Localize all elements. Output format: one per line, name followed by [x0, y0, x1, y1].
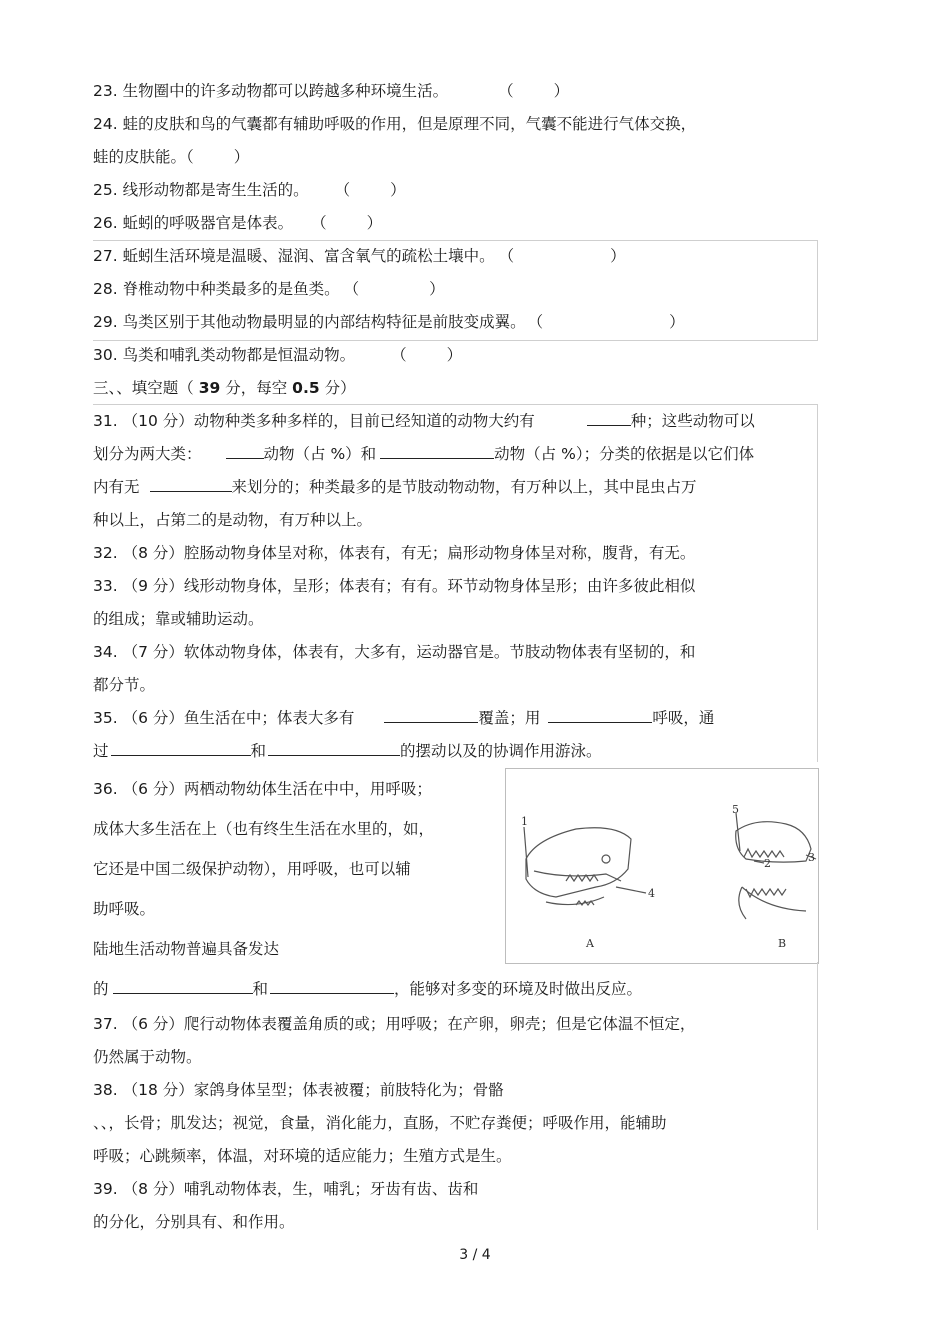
question-text: 37. （6 分）爬行动物体表覆盖角质的或；用呼吸；在产卵，卵壳；但是它体温不恒定， [93, 1015, 696, 1033]
answer-blank[interactable] [113, 979, 253, 994]
figure-caption-a: A [586, 937, 594, 950]
question-text: 34. （7 分）软体动物身体，体表有，大多有，运动器官是。节肢动物体表有坚韧的，和 [93, 643, 696, 661]
paren-open: （ [186, 148, 194, 166]
answer-blank[interactable] [111, 741, 251, 756]
question-26 [93, 212, 382, 234]
question-31-line2 [93, 443, 754, 465]
question-text: 种以上，占第二的是动物，有万种以上。 [93, 511, 373, 529]
question-text: 来划分的；种类最多的是节肢动物动物，有万种以上，其中昆虫占万 [231, 478, 697, 496]
paren-close: ） [669, 313, 685, 331]
question-text: 38. （18 分）家鸽身体呈型；体表被覆；前肢特化为；骨骼 [93, 1081, 504, 1099]
page-number: 3 / 4 [459, 1247, 491, 1263]
skull-a-lower-jaw [546, 897, 604, 905]
question-38-line1 [93, 1079, 504, 1101]
answer-blank[interactable] [380, 444, 494, 459]
question-text: 和 [250, 742, 267, 760]
question-36-line4 [93, 898, 155, 920]
question-34-line2 [93, 674, 155, 696]
skull-teeth-figure [505, 768, 819, 964]
question-text: 仍然属于动物。 [93, 1048, 202, 1066]
skull-b-lower-jaw [742, 887, 806, 911]
skull-b-jaw-angle [739, 887, 746, 919]
paren-open: （ [527, 313, 544, 331]
question-text: 、、，长骨；肌发达；视觉，食量，消化能力，直肠，不贮存粪便；呼吸作用，能辅助 [93, 1114, 667, 1132]
figure-caption-b: B [778, 937, 787, 950]
paren-open: （ [334, 181, 351, 199]
question-36-line6 [93, 978, 642, 1000]
answer-blank[interactable] [268, 741, 400, 756]
question-text: 35. （6 分）鱼生活在中；体表大多有 [93, 709, 355, 727]
question-37-line2 [93, 1046, 202, 1068]
question-text: 动物（占 %）；分类的依据是以它们体 [494, 445, 755, 463]
question-24-line1 [93, 113, 696, 135]
paren-open: （ [311, 214, 327, 232]
question-35-line2 [93, 740, 602, 762]
paren-close: ） [429, 280, 445, 298]
question-29 [93, 311, 685, 333]
question-text: 的 [93, 980, 109, 998]
question-35-line1 [93, 707, 714, 729]
section-heading-suffix: 分） [324, 379, 356, 397]
question-text: 26. 蚯蚓的呼吸器官是体表。 [93, 214, 294, 232]
answer-blank[interactable] [384, 708, 478, 723]
question-text: 陆地生活动物普遍具备发达 [93, 940, 280, 958]
question-25 [93, 179, 406, 201]
paren-close: ） [446, 346, 463, 364]
figure-label-3: 3 [808, 851, 815, 864]
answer-blank[interactable] [587, 411, 631, 426]
question-38-line2 [93, 1112, 667, 1134]
figure-label-1: 1 [521, 815, 528, 828]
question-text: 它还是中国二级保护动物），用呼吸，也可以辅 [93, 860, 411, 878]
question-text: 的分化，分别具有、和作用。 [93, 1213, 295, 1231]
question-text: 29. 鸟类区别于其他动物最明显的内部结构特征是前肢变成翼。 [93, 313, 526, 331]
paren-close: ） [390, 181, 406, 199]
question-text: 成体大多生活在上（也有终生生活在水里的，如， [93, 820, 435, 838]
section-rule [817, 962, 818, 1230]
question-36-line5 [93, 938, 279, 960]
paren-close: ） [610, 247, 626, 265]
paren-close: ） [366, 214, 383, 232]
question-text: 28. 脊椎动物中种类最多的是鱼类。 [93, 280, 340, 298]
question-text: 27. 蚯蚓生活环境是温暖、湿润、富含氧气的疏松土壤中。 [93, 247, 495, 265]
question-39-line1 [93, 1178, 478, 1200]
skull-b-lower-teeth [746, 889, 786, 897]
question-text: 30. 鸟类和哺乳类动物都是恒温动物。 [93, 346, 356, 364]
section-heading [93, 377, 356, 399]
paren-open: （ [498, 82, 514, 100]
question-text: 23. 生物圈中的许多动物都可以跨越多种环境生活。 [93, 82, 449, 100]
section-rule [93, 340, 818, 341]
question-text: 的组成；靠或辅助运动。 [93, 610, 264, 628]
figure-label-2: 2 [764, 857, 771, 870]
figure-label-4: 4 [648, 887, 655, 900]
question-text: 蛙的皮肤能。 [93, 148, 187, 166]
question-text: 和 [252, 980, 269, 998]
question-36-line2 [93, 818, 434, 840]
section-rule [93, 404, 818, 405]
question-text: ，能够对多变的环境及时做出反应。 [394, 980, 643, 998]
question-text: 内有无 [93, 478, 140, 496]
question-text: 31. （10 分）动物种类多种多样的，目前已经知道的动物大约有 [93, 412, 535, 430]
question-39-line2 [93, 1211, 295, 1233]
question-28 [93, 278, 445, 300]
question-text: 都分节。 [93, 676, 156, 694]
pointer-line-4 [616, 887, 646, 893]
question-36-line1 [93, 778, 432, 800]
question-24-line2 [93, 146, 249, 168]
section-heading-prefix: 三、、填空题（ [93, 379, 194, 397]
question-text: 的摆动以及的协调作用游泳。 [400, 742, 602, 760]
section-rule [93, 240, 818, 241]
question-31-line3 [93, 476, 697, 498]
skull-b-upper-teeth [744, 849, 784, 857]
question-31-line1 [93, 410, 755, 432]
question-30 [93, 344, 462, 366]
question-31-line4 [93, 509, 372, 531]
question-text: 助呼吸。 [93, 900, 156, 918]
question-27 [93, 245, 626, 267]
answer-blank[interactable] [150, 477, 232, 492]
section-rule [817, 240, 818, 340]
paren-close: ） [233, 148, 250, 166]
answer-blank[interactable] [270, 979, 394, 994]
section-rule [817, 404, 818, 762]
paren-open: （ [343, 280, 360, 298]
section-heading-mid: 分，每空 [225, 379, 288, 397]
answer-blank[interactable] [548, 708, 652, 723]
question-text: 过 [93, 742, 109, 760]
question-text: 覆盖；用 [478, 709, 541, 727]
question-text: 动物（占 %）和 [263, 445, 377, 463]
question-32 [93, 542, 695, 564]
paren-close: ） [553, 82, 570, 100]
question-34-line1 [93, 641, 695, 663]
question-text: 24. 蛙的皮肤和鸟的气囊都有辅助呼吸的作用，但是原理不同，气囊不能进行气体交换， [93, 115, 697, 133]
skull-drawings [506, 769, 818, 963]
question-33-line1 [93, 575, 695, 597]
figure-label-5: 5 [732, 803, 739, 816]
skull-a-eye [602, 855, 610, 863]
section-score: 39 [198, 379, 221, 397]
section-per-blank: 0.5 [292, 379, 320, 397]
skull-b-outline [736, 822, 811, 862]
question-text: 39. （8 分）哺乳动物体表，生，哺乳；牙齿有齿、齿和 [93, 1180, 479, 1198]
question-36-line3 [93, 858, 411, 880]
question-text: 32. （8 分）腔肠动物身体呈对称，体表有，有无；扁形动物身体呈对称，腹背，有无。 [93, 544, 696, 562]
question-text: 种；这些动物可以 [630, 412, 755, 430]
question-text: 25. 线形动物都是寄生生活的。 [93, 181, 309, 199]
question-text: 划分为两大类： [93, 445, 202, 463]
answer-blank[interactable] [226, 444, 264, 459]
question-23 [93, 80, 569, 102]
paren-open: （ [391, 346, 407, 364]
question-33-line2 [93, 608, 264, 630]
question-38-line3 [93, 1145, 512, 1167]
question-text: 呼吸；心跳频率，体温，对环境的适应能力；生殖方式是生。 [93, 1147, 512, 1165]
skull-a-outline [526, 828, 631, 897]
question-text: 呼吸，通 [652, 709, 715, 727]
question-37-line1 [93, 1013, 695, 1035]
paren-open: （ [498, 247, 515, 265]
question-text: 33. （9 分）线形动物身体，呈形；体表有；有有。环节动物身体呈形；由许多彼此相似 [93, 577, 696, 595]
question-text: 36. （6 分）两栖动物幼体生活在中中，用呼吸； [93, 780, 432, 798]
